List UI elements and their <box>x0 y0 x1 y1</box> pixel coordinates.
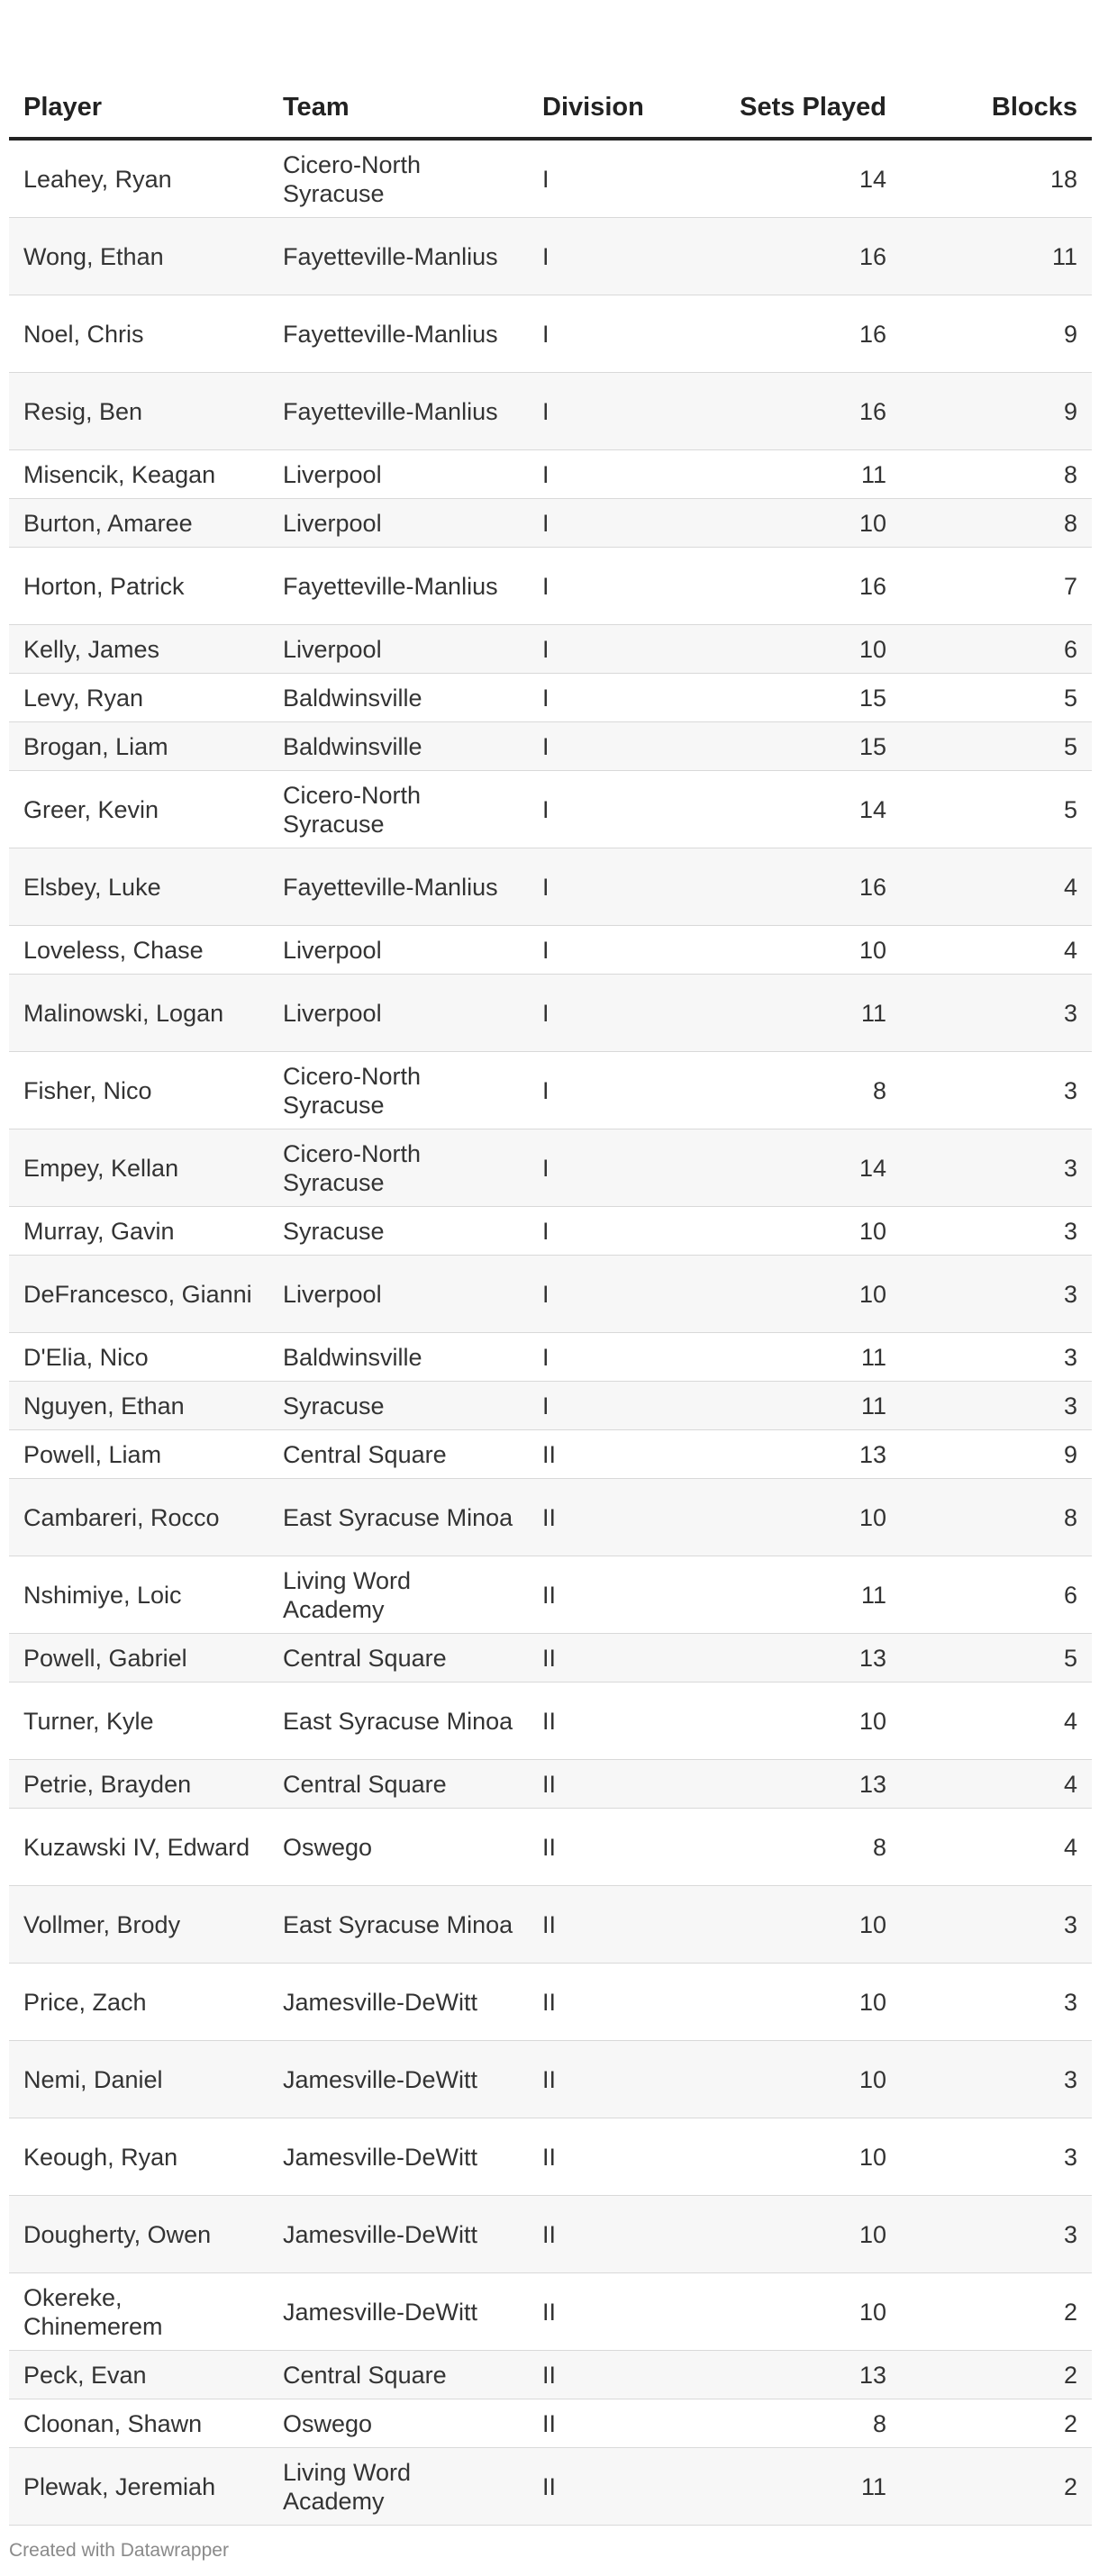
cell-player: Malinowski, Logan <box>9 975 268 1052</box>
cell-division: I <box>528 139 717 218</box>
table-row <box>9 1129 1092 1207</box>
table-row <box>9 1256 1092 1333</box>
table-row <box>9 1683 1092 1760</box>
cell-blocks: 3 <box>901 1129 1092 1207</box>
cell-team: Jamesville-DeWitt <box>268 2273 528 2351</box>
cell-sets-played: 11 <box>717 1382 901 1430</box>
cell-sets-played: 11 <box>717 1333 901 1382</box>
cell-division: I <box>528 1207 717 1256</box>
cell-team: Living Word Academy <box>268 1556 528 1634</box>
cell-player: Turner, Kyle <box>9 1683 268 1760</box>
table-row <box>9 1333 1092 1382</box>
cell-team: Central Square <box>268 2351 528 2399</box>
cell-player: Okereke, Chinemerem <box>9 2273 268 2351</box>
cell-blocks: 6 <box>901 625 1092 674</box>
cell-blocks: 3 <box>901 1333 1092 1382</box>
header-sets-played-label: Sets Played <box>740 93 886 122</box>
cell-player: Nshimiye, Loic <box>9 1556 268 1634</box>
cell-sets-played: 8 <box>717 1052 901 1129</box>
table-row <box>9 926 1092 975</box>
cell-player: Wong, Ethan <box>9 218 268 295</box>
cell-team: Central Square <box>268 1760 528 1809</box>
cell-player: Resig, Ben <box>9 373 268 450</box>
cell-sets-played: 13 <box>717 2351 901 2399</box>
cell-team: Liverpool <box>268 926 528 975</box>
cell-team: Central Square <box>268 1430 528 1479</box>
player-stats-table <box>9 36 1092 2526</box>
table-row <box>9 1052 1092 1129</box>
cell-blocks: 3 <box>901 1052 1092 1129</box>
cell-player: Nemi, Daniel <box>9 2041 268 2118</box>
cell-division: I <box>528 1052 717 1129</box>
cell-division: II <box>528 1556 717 1634</box>
table-row <box>9 139 1092 218</box>
cell-sets-played: 11 <box>717 2448 901 2526</box>
cell-sets-played: 11 <box>717 975 901 1052</box>
cell-player: Fisher, Nico <box>9 1052 268 1129</box>
cell-blocks: 4 <box>901 1809 1092 1886</box>
cell-sets-played: 10 <box>717 1964 901 2041</box>
header-division[interactable]: Division <box>528 36 717 139</box>
cell-blocks: 2 <box>901 2448 1092 2526</box>
cell-team: Jamesville-DeWitt <box>268 2196 528 2273</box>
cell-sets-played: 10 <box>717 1683 901 1760</box>
cell-division: I <box>528 722 717 771</box>
cell-blocks: 9 <box>901 373 1092 450</box>
cell-division: II <box>528 2448 717 2526</box>
cell-player: Dougherty, Owen <box>9 2196 268 2273</box>
cell-blocks: 5 <box>901 722 1092 771</box>
cell-division: I <box>528 674 717 722</box>
cell-team: Fayetteville-Manlius <box>268 295 528 373</box>
cell-player: Murray, Gavin <box>9 1207 268 1256</box>
cell-sets-played: 10 <box>717 2041 901 2118</box>
cell-sets-played: 11 <box>717 450 901 499</box>
table-row <box>9 722 1092 771</box>
cell-team: Baldwinsville <box>268 674 528 722</box>
cell-sets-played: 14 <box>717 771 901 848</box>
cell-team: Liverpool <box>268 975 528 1052</box>
cell-player: Greer, Kevin <box>9 771 268 848</box>
cell-team: Cicero-North Syracuse <box>268 1052 528 1129</box>
cell-player: Cambareri, Rocco <box>9 1479 268 1556</box>
cell-team: Cicero-North Syracuse <box>268 771 528 848</box>
cell-team: Oswego <box>268 1809 528 1886</box>
table-row <box>9 2273 1092 2351</box>
cell-division: II <box>528 2118 717 2196</box>
table-body <box>9 139 1092 2526</box>
cell-sets-played: 8 <box>717 2399 901 2448</box>
cell-player: DeFrancesco, Gianni <box>9 1256 268 1333</box>
cell-blocks: 5 <box>901 674 1092 722</box>
cell-player: Kuzawski IV, Edward <box>9 1809 268 1886</box>
cell-sets-played: 10 <box>717 1256 901 1333</box>
cell-sets-played: 10 <box>717 2196 901 2273</box>
cell-division: I <box>528 771 717 848</box>
cell-sets-played: 16 <box>717 218 901 295</box>
cell-division: I <box>528 373 717 450</box>
cell-division: II <box>528 1809 717 1886</box>
cell-division: II <box>528 1760 717 1809</box>
cell-blocks: 6 <box>901 1556 1092 1634</box>
cell-sets-played: 8 <box>717 1809 901 1886</box>
cell-blocks: 4 <box>901 926 1092 975</box>
cell-sets-played: 16 <box>717 548 901 625</box>
cell-sets-played: 15 <box>717 674 901 722</box>
cell-team: Fayetteville-Manlius <box>268 548 528 625</box>
cell-blocks: 3 <box>901 1256 1092 1333</box>
cell-division: II <box>528 2399 717 2448</box>
table-row <box>9 218 1092 295</box>
cell-player: Keough, Ryan <box>9 2118 268 2196</box>
cell-team: Oswego <box>268 2399 528 2448</box>
cell-team: Baldwinsville <box>268 1333 528 1382</box>
table-row <box>9 1760 1092 1809</box>
table-row <box>9 295 1092 373</box>
header-row <box>9 36 1092 139</box>
cell-sets-played: 13 <box>717 1634 901 1683</box>
cell-team: Fayetteville-Manlius <box>268 218 528 295</box>
cell-blocks: 3 <box>901 975 1092 1052</box>
cell-division: II <box>528 1430 717 1479</box>
cell-division: II <box>528 2041 717 2118</box>
table-row <box>9 625 1092 674</box>
cell-player: Elsbey, Luke <box>9 848 268 926</box>
cell-blocks: 5 <box>901 1634 1092 1683</box>
cell-division: I <box>528 499 717 548</box>
cell-team: Living Word Academy <box>268 2448 528 2526</box>
cell-division: II <box>528 2351 717 2399</box>
cell-player: Noel, Chris <box>9 295 268 373</box>
table-row <box>9 2118 1092 2196</box>
datawrapper-credit[interactable]: Created with Datawrapper <box>9 2540 229 2561</box>
cell-division: I <box>528 975 717 1052</box>
table-header <box>9 36 1092 139</box>
cell-sets-played: 10 <box>717 625 901 674</box>
table-row <box>9 1382 1092 1430</box>
cell-blocks: 3 <box>901 1207 1092 1256</box>
cell-blocks: 8 <box>901 499 1092 548</box>
cell-division: I <box>528 625 717 674</box>
table-row <box>9 1430 1092 1479</box>
table-row <box>9 499 1092 548</box>
cell-sets-played: 10 <box>717 1207 901 1256</box>
cell-blocks: 18 <box>901 139 1092 218</box>
cell-player: Plewak, Jeremiah <box>9 2448 268 2526</box>
table-row <box>9 975 1092 1052</box>
cell-blocks: 2 <box>901 2351 1092 2399</box>
cell-sets-played: 10 <box>717 499 901 548</box>
cell-division: II <box>528 1479 717 1556</box>
cell-division: I <box>528 1129 717 1207</box>
cell-blocks: 3 <box>901 1382 1092 1430</box>
cell-division: I <box>528 1256 717 1333</box>
cell-sets-played: 13 <box>717 1430 901 1479</box>
cell-division: I <box>528 548 717 625</box>
cell-player: Kelly, James <box>9 625 268 674</box>
cell-blocks: 3 <box>901 1964 1092 2041</box>
cell-division: II <box>528 1886 717 1964</box>
cell-sets-played: 10 <box>717 1479 901 1556</box>
cell-blocks: 5 <box>901 771 1092 848</box>
cell-team: Central Square <box>268 1634 528 1683</box>
cell-blocks: 8 <box>901 450 1092 499</box>
cell-player: Brogan, Liam <box>9 722 268 771</box>
cell-player: Cloonan, Shawn <box>9 2399 268 2448</box>
cell-blocks: 11 <box>901 218 1092 295</box>
table-row <box>9 1886 1092 1964</box>
cell-player: Price, Zach <box>9 1964 268 2041</box>
cell-player: Powell, Gabriel <box>9 1634 268 1683</box>
table-row <box>9 1479 1092 1556</box>
cell-team: Syracuse <box>268 1382 528 1430</box>
table-row <box>9 1634 1092 1683</box>
cell-player: Horton, Patrick <box>9 548 268 625</box>
cell-blocks: 9 <box>901 295 1092 373</box>
cell-division: II <box>528 1634 717 1683</box>
table-row <box>9 2041 1092 2118</box>
cell-team: Liverpool <box>268 625 528 674</box>
cell-blocks: 3 <box>901 2196 1092 2273</box>
cell-team: Liverpool <box>268 1256 528 1333</box>
cell-team: East Syracuse Minoa <box>268 1479 528 1556</box>
table-row <box>9 548 1092 625</box>
table-row <box>9 1809 1092 1886</box>
cell-player: Powell, Liam <box>9 1430 268 1479</box>
cell-division: II <box>528 2196 717 2273</box>
cell-sets-played: 16 <box>717 848 901 926</box>
cell-team: Cicero-North Syracuse <box>268 1129 528 1207</box>
cell-sets-played: 13 <box>717 1760 901 1809</box>
cell-player: Levy, Ryan <box>9 674 268 722</box>
cell-team: Liverpool <box>268 499 528 548</box>
cell-team: East Syracuse Minoa <box>268 1886 528 1964</box>
cell-division: I <box>528 218 717 295</box>
cell-player: Loveless, Chase <box>9 926 268 975</box>
cell-sets-played: 16 <box>717 295 901 373</box>
cell-blocks: 2 <box>901 2273 1092 2351</box>
table-row <box>9 1964 1092 2041</box>
table-row <box>9 2448 1092 2526</box>
cell-blocks: 4 <box>901 848 1092 926</box>
cell-sets-played: 10 <box>717 1886 901 1964</box>
cell-sets-played: 16 <box>717 373 901 450</box>
cell-sets-played: 14 <box>717 139 901 218</box>
cell-sets-played: 10 <box>717 2118 901 2196</box>
cell-division: II <box>528 1964 717 2041</box>
cell-division: I <box>528 1382 717 1430</box>
cell-player: Empey, Kellan <box>9 1129 268 1207</box>
cell-player: D'Elia, Nico <box>9 1333 268 1382</box>
cell-team: Fayetteville-Manlius <box>268 848 528 926</box>
cell-blocks: 2 <box>901 2399 1092 2448</box>
cell-blocks: 3 <box>901 2118 1092 2196</box>
cell-blocks: 4 <box>901 1683 1092 1760</box>
cell-sets-played: 15 <box>717 722 901 771</box>
cell-blocks: 9 <box>901 1430 1092 1479</box>
table-row <box>9 2399 1092 2448</box>
cell-player: Peck, Evan <box>9 2351 268 2399</box>
cell-player: Misencik, Keagan <box>9 450 268 499</box>
header-team[interactable]: Team <box>268 36 528 139</box>
cell-team: Jamesville-DeWitt <box>268 1964 528 2041</box>
cell-blocks: 4 <box>901 1760 1092 1809</box>
cell-division: I <box>528 848 717 926</box>
table-row <box>9 373 1092 450</box>
table-row <box>9 2196 1092 2273</box>
cell-division: I <box>528 295 717 373</box>
cell-blocks: 3 <box>901 1886 1092 1964</box>
cell-division: I <box>528 1333 717 1382</box>
table-row <box>9 848 1092 926</box>
cell-blocks: 8 <box>901 1479 1092 1556</box>
table-row <box>9 1207 1092 1256</box>
table-row <box>9 2351 1092 2399</box>
header-player[interactable]: Player <box>9 36 268 139</box>
cell-player: Burton, Amaree <box>9 499 268 548</box>
cell-division: II <box>528 1683 717 1760</box>
cell-sets-played: 10 <box>717 2273 901 2351</box>
cell-division: II <box>528 2273 717 2351</box>
cell-team: Syracuse <box>268 1207 528 1256</box>
cell-sets-played: 14 <box>717 1129 901 1207</box>
table-row <box>9 771 1092 848</box>
cell-team: Fayetteville-Manlius <box>268 373 528 450</box>
cell-team: Jamesville-DeWitt <box>268 2041 528 2118</box>
cell-player: Nguyen, Ethan <box>9 1382 268 1430</box>
cell-blocks: 3 <box>901 2041 1092 2118</box>
table-row <box>9 450 1092 499</box>
cell-sets-played: 11 <box>717 1556 901 1634</box>
cell-team: East Syracuse Minoa <box>268 1683 528 1760</box>
data-table-container <box>9 36 1092 2526</box>
header-blocks[interactable]: Blocks <box>901 36 1092 139</box>
cell-blocks: 7 <box>901 548 1092 625</box>
cell-player: Leahey, Ryan <box>9 139 268 218</box>
cell-team: Cicero-North Syracuse <box>268 139 528 218</box>
cell-team: Baldwinsville <box>268 722 528 771</box>
header-sets-played[interactable] <box>717 36 901 139</box>
cell-team: Liverpool <box>268 450 528 499</box>
cell-team: Jamesville-DeWitt <box>268 2118 528 2196</box>
cell-division: I <box>528 926 717 975</box>
table-row <box>9 674 1092 722</box>
table-row <box>9 1556 1092 1634</box>
cell-player: Vollmer, Brody <box>9 1886 268 1964</box>
cell-sets-played: 10 <box>717 926 901 975</box>
cell-player: Petrie, Brayden <box>9 1760 268 1809</box>
cell-division: I <box>528 450 717 499</box>
